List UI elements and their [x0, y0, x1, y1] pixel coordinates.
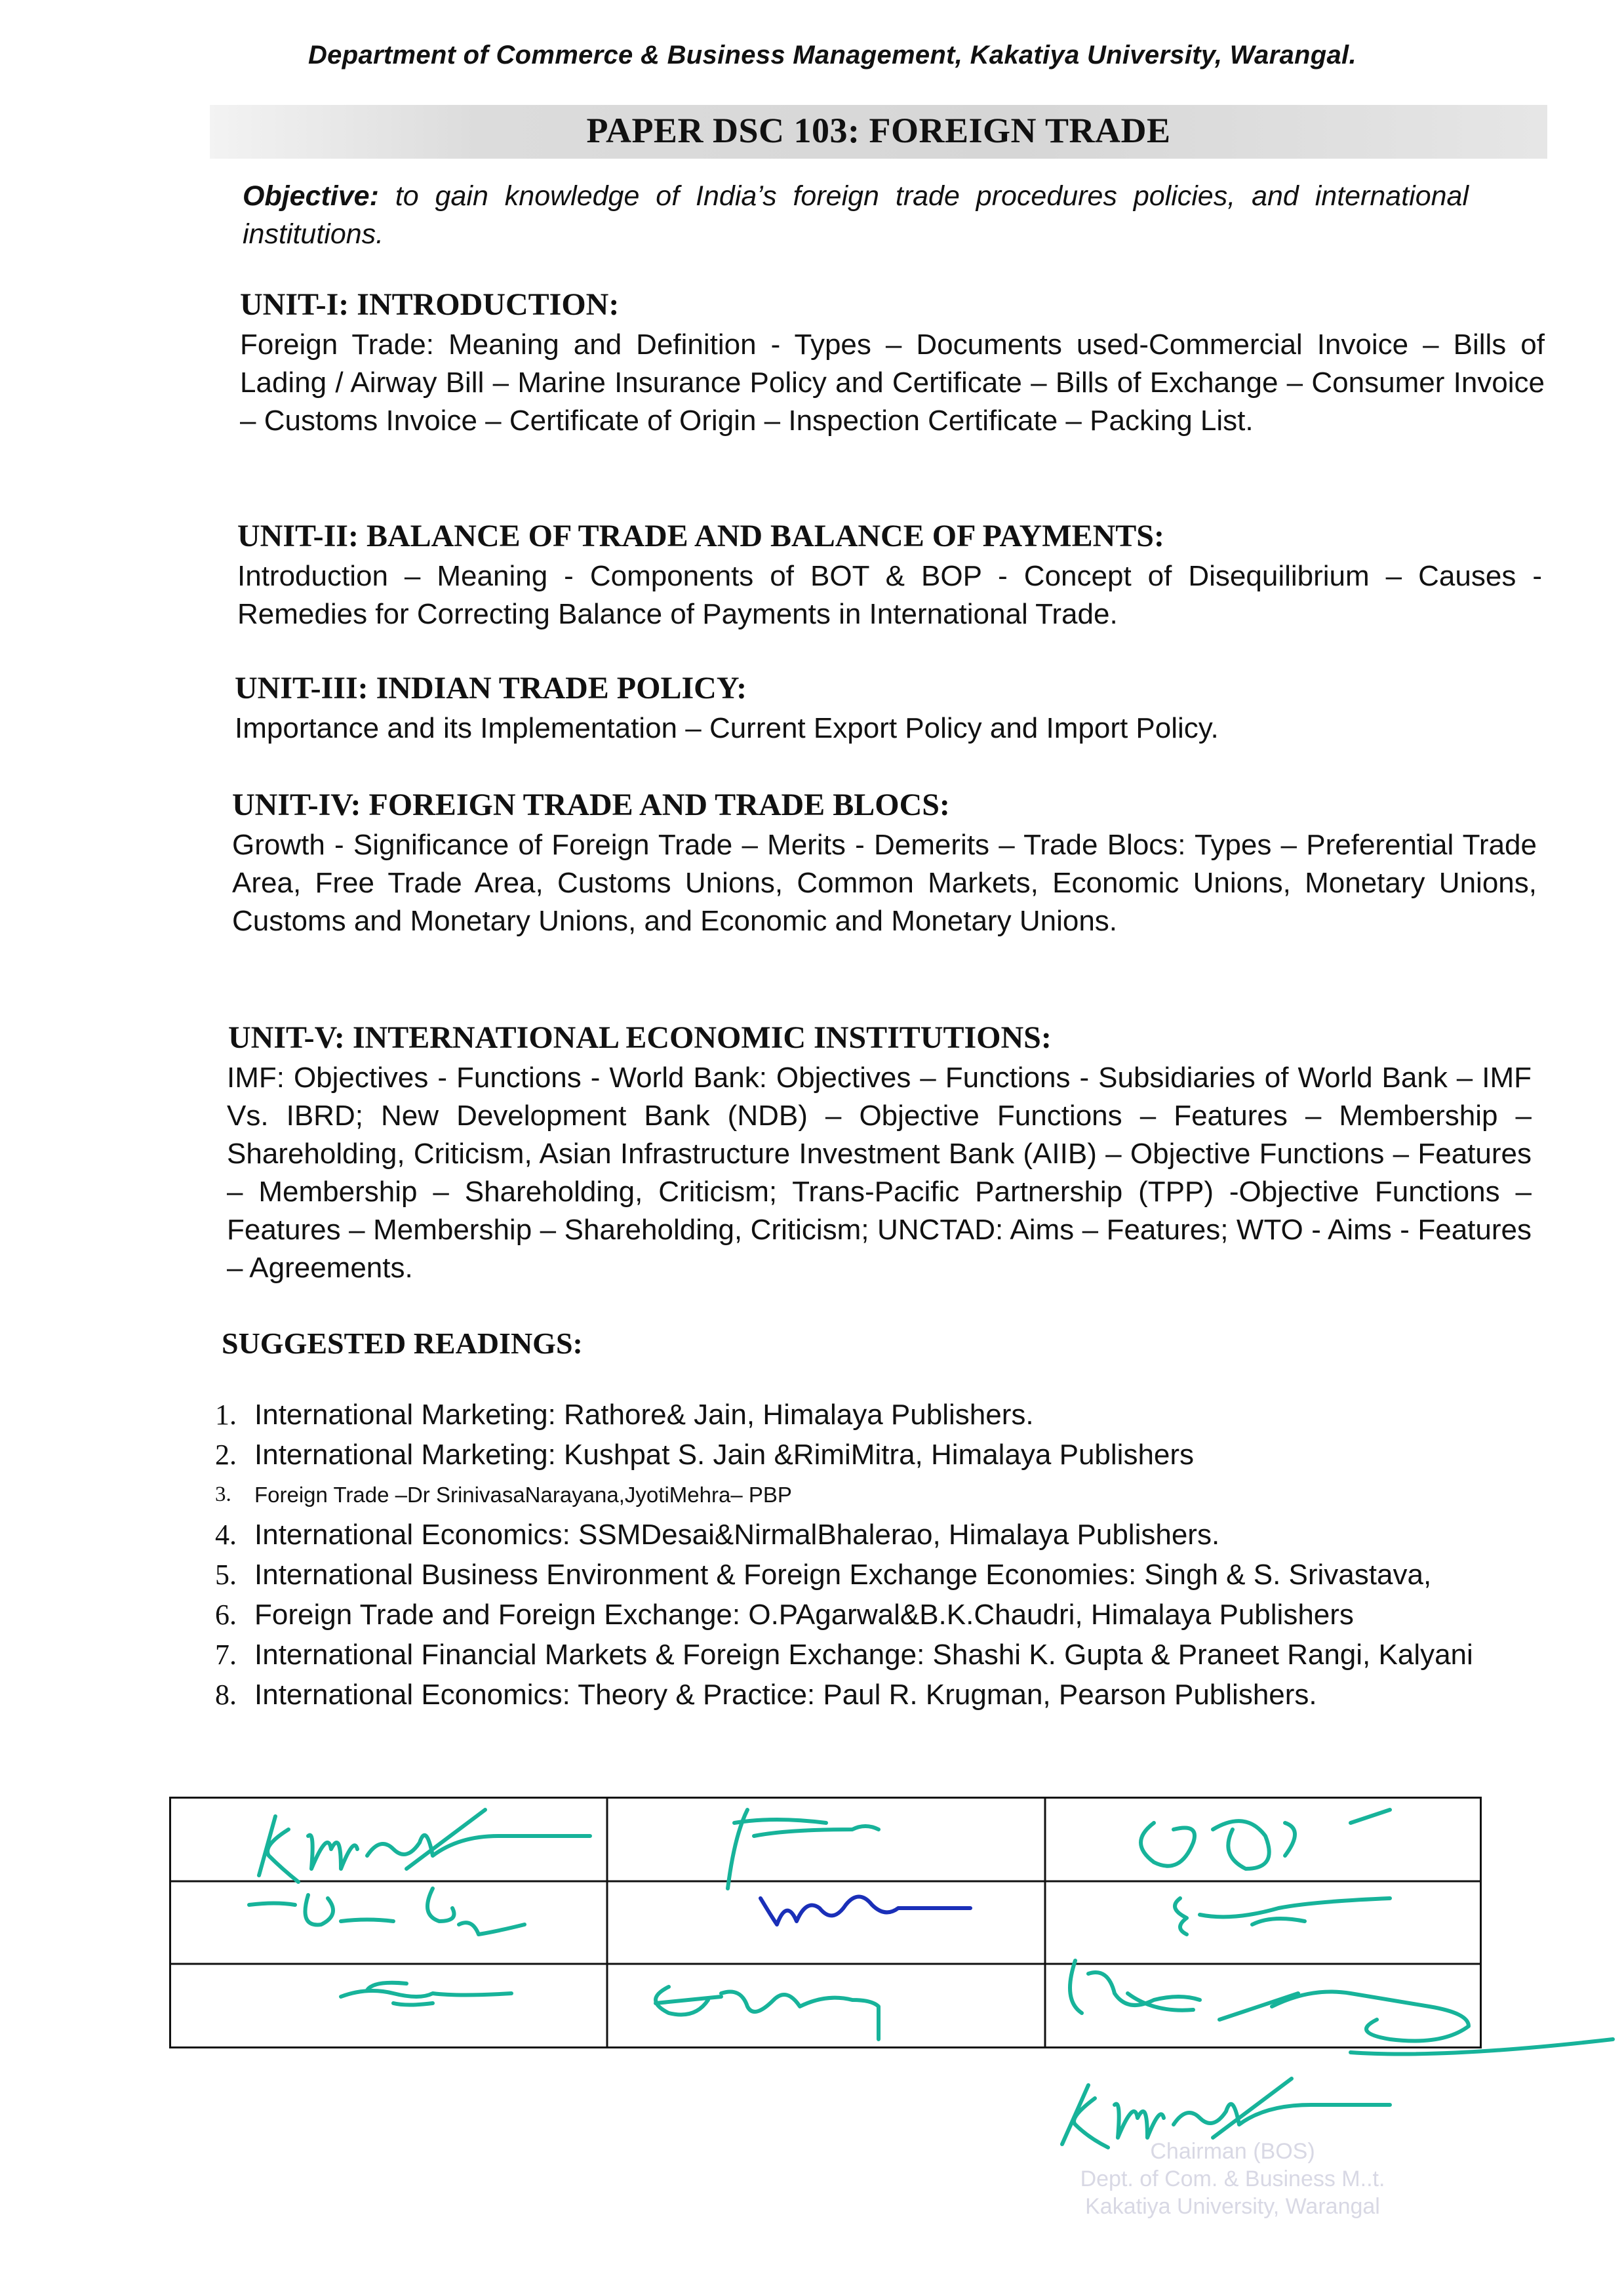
reading-number: 8.: [215, 1679, 237, 1711]
reading-number: 2.: [215, 1439, 237, 1471]
objective-text: to gain knowledge of India’s foreign trade procedures policies, and international institutions.: [243, 180, 1469, 250]
reading-number: 6.: [215, 1599, 237, 1631]
reading-text: International Marketing: Kushpat S. Jain &RimiMitra, Himalaya Publishers: [254, 1439, 1195, 1471]
unit-5-body: IMF: Objectives - Functions - World Bank: Objectives – Functions - Subsidiaries of World Bank – IMF Vs. IBRD; New Development Bank (NDB) – Objective Functions – Features – Membership – Shareholding, Criticism, Asian Infrastructure Investment Bank (AIIB) – Objective Functions – Features – Membership – Shareholding, Criticism; Trans-Pacific Partnership (TPP) -Objective Functions – Features – Membership – Shareholding, Criticism; UNCTAD: Aims – Features; WTO - Aims - Features – Agreements.: [227, 1062, 1532, 1284]
unit-2-body: Introduction – Meaning - Components of BOT & BOP - Concept of Disequilibrium – Causes - Remedies for Correcting Balance of Payments in International Trade.: [237, 560, 1542, 630]
unit-3-body: Importance and its Implementation – Current Export Policy and Import Policy.: [235, 712, 1219, 744]
suggested-readings-heading: SUGGESTED READINGS:: [222, 1327, 583, 1360]
reading-number: 1.: [215, 1399, 237, 1431]
paper-title: PAPER DSC 103: FOREIGN TRADE: [586, 111, 1171, 150]
signature-6: [341, 1983, 511, 2005]
reading-text: International Financial Markets & Foreign Exchange: Shashi K. Gupta & Praneet Rangi, Kalyani: [254, 1639, 1473, 1671]
unit-1-heading: UNIT-I: INTRODUCTION:: [240, 287, 620, 322]
reading-number: 3.: [215, 1483, 231, 1506]
stamp-line: Kakatiya University, Warangal: [1085, 2194, 1380, 2219]
signature-7: [656, 1987, 879, 2039]
signature-blue: [761, 1897, 970, 1925]
reading-text: International Economics: Theory & Practice: Paul R. Krugman, Pearson Publishers.: [254, 1679, 1317, 1711]
signature-3: [1141, 1810, 1390, 1869]
stamp-line: Dept. of Com. & Business M..t.: [1080, 2166, 1385, 2191]
unit-1-body: Foreign Trade: Meaning and Definition - Types – Documents used-Commercial Invoice – Bills of Lading / Airway Bill – Marine Insurance Policy and Certificate – Bills of Exchange – Consumer Invoice – Customs Invoice – Certificate of Origin – Inspection Certificate – Packing List.: [240, 329, 1545, 437]
signature-8: [1070, 1961, 1613, 2054]
reading-text: International Marketing: Rathore& Jain, Himalaya Publishers.: [254, 1399, 1034, 1431]
reading-text: Foreign Trade and Foreign Exchange: O.PAgarwal&B.K.Chaudri, Himalaya Publishers: [254, 1599, 1354, 1631]
reading-text: International Business Environment & Foreign Exchange Economies: Singh & S. Srivastava,: [254, 1559, 1432, 1591]
objective-label: Objective:: [243, 180, 379, 212]
chairman-stamp: [1036, 2138, 1429, 2220]
unit-3-heading: UNIT-III: INDIAN TRADE POLICY:: [235, 671, 747, 706]
reading-text: International Economics: SSMDesai&NirmalBhalerao, Himalaya Publishers.: [254, 1519, 1220, 1551]
signature-1: [259, 1810, 590, 1882]
unit-2-heading: UNIT-II: BALANCE OF TRADE AND BALANCE OF PAYMENTS:: [237, 519, 1164, 553]
reading-text: Foreign Trade –Dr SrinivasaNarayana,JyotiMehra– PBP: [254, 1483, 792, 1507]
reading-number: 7.: [215, 1639, 237, 1671]
reading-number: 5.: [215, 1559, 237, 1591]
department-header: Department of Commerce & Business Management, Kakatiya University, Warangal.: [308, 41, 1357, 70]
signature-4: [249, 1888, 525, 1934]
signature-5: [1175, 1898, 1390, 1934]
unit-5-heading: UNIT-V: INTERNATIONAL ECONOMIC INSTITUTIONS:: [228, 1020, 1052, 1055]
reading-number: 4.: [215, 1519, 237, 1551]
unit-4-heading: UNIT-IV: FOREIGN TRADE AND TRADE BLOCS:: [232, 788, 950, 822]
signature-2: [728, 1810, 879, 1888]
stamp-line: Chairman (BOS): [1150, 2139, 1315, 2164]
unit-4-body: Growth - Significance of Foreign Trade – Merits - Demerits – Trade Blocs: Types – Preferential Trade Area, Free Trade Area, Customs Unions, Common Markets, Economic Unions, Monetary Unions, Customs and Monetary Unions, and Economic and Monetary Unions.: [232, 829, 1537, 937]
